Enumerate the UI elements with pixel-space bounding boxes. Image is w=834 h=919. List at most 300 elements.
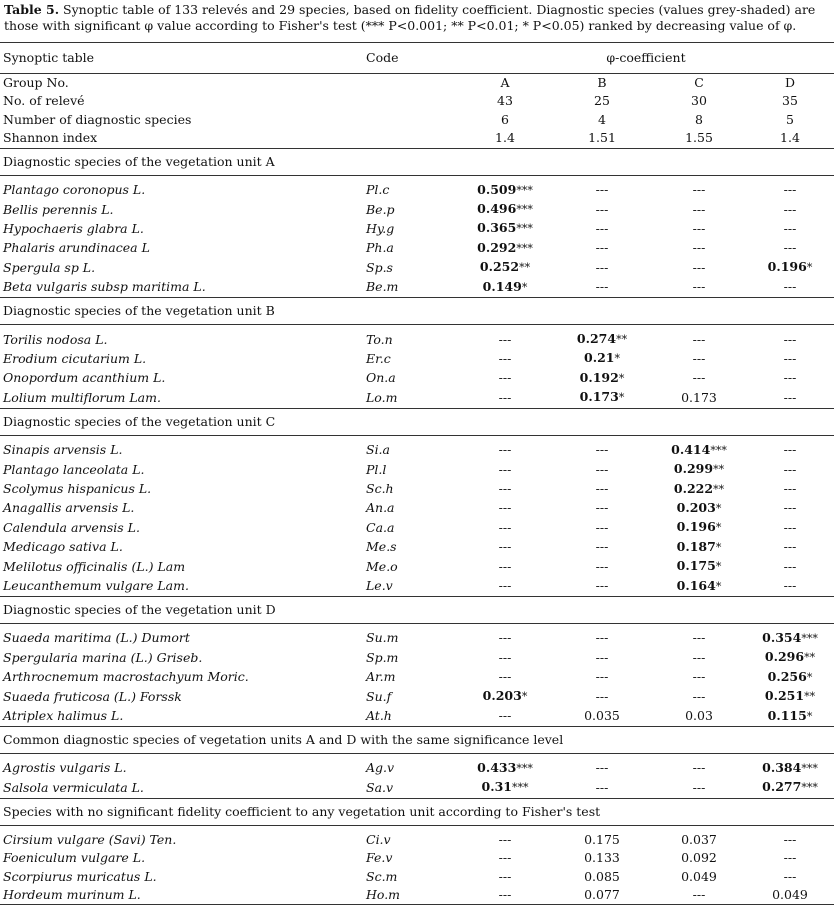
significant-value: 0.256 [767,668,807,684]
species-code: Sp.s [366,259,393,275]
species-code: Hy.g [366,220,395,236]
value-cell [458,349,552,368]
section-header-row [0,408,834,435]
value-cell [652,330,746,349]
value: --- [595,779,609,795]
value: --- [498,850,512,866]
significant-value: 0.251 [764,688,805,704]
value: 0.03 [685,708,713,724]
value-cell [458,687,552,706]
value-cell [652,687,746,706]
value: 0.133 [584,850,620,866]
significant-value: 0.115 [767,707,807,723]
value-cell [652,668,746,687]
significance-marker: * [806,670,813,684]
value: --- [692,240,706,256]
table-row [0,181,834,200]
meta-row [0,129,834,148]
table-row [0,349,834,368]
meta-label: Number of diagnostic species [3,111,192,127]
species-code: To.n [366,331,393,347]
species-name: Arthrocnemum macrostachyum Moric. [3,669,249,685]
table-row [0,668,834,687]
value-cell [652,557,746,576]
value: --- [783,578,797,594]
meta-value: 43 [497,93,513,109]
species-name: Hypochaeris glabra L. [3,220,144,236]
significance-marker: * [521,280,528,294]
value-cell [552,831,652,849]
value: --- [692,649,706,665]
value: --- [783,558,797,574]
value: --- [783,220,797,236]
significant-value: 0.203 [482,688,522,704]
value: --- [783,442,797,458]
significant-value: 0.296 [764,649,805,665]
header-code: Code [360,43,458,74]
value-cell [746,668,834,687]
species-name: Plantago coronopus L. [3,182,146,198]
value: --- [595,558,609,574]
value: 0.049 [772,887,808,902]
value-cell [458,707,552,727]
table-row [0,831,834,849]
value: --- [595,201,609,217]
value-cell [552,258,652,277]
value-cell [652,219,746,238]
value: --- [783,350,797,366]
value-cell [746,239,834,258]
species-code: Fe.v [366,850,393,866]
significant-value: 0.384 [762,759,802,775]
value-cell [458,518,552,537]
species-code: Ca.a [366,519,395,535]
value: --- [498,519,512,535]
significant-value: 0.164 [676,577,716,593]
value: --- [692,331,706,347]
value: --- [595,259,609,275]
value: --- [498,389,512,405]
significance-marker: * [618,371,625,385]
value: --- [595,649,609,665]
significance-marker: * [618,391,625,405]
significance-marker: * [521,690,528,704]
value: --- [692,760,706,776]
value-cell [652,369,746,388]
section-title: Common diagnostic species of vegetation units A and D with the same significance level [0,726,834,753]
value: 0.085 [584,868,620,884]
value: --- [498,868,512,884]
value-cell [746,518,834,537]
value: --- [595,630,609,646]
value-cell [458,831,552,849]
header-phi-coefficient: φ-coefficient [458,43,834,74]
value: --- [692,279,706,295]
species-name: Torilis nodosa L. [3,331,108,347]
section-title: Diagnostic species of the vegetation unit D [0,596,834,623]
value: --- [692,779,706,795]
value: 0.049 [681,868,717,884]
value-cell [552,499,652,518]
value-cell [652,349,746,368]
value-cell [458,538,552,557]
significant-value: 0.292 [477,239,517,255]
table-row [0,629,834,648]
section-header-row [0,596,834,623]
significant-value: 0.196 [767,259,807,275]
value: --- [783,240,797,256]
value: --- [595,578,609,594]
value-cell [652,181,746,200]
section-title: Diagnostic species of the vegetation unit A [0,148,834,175]
table-header-row [0,43,834,74]
value-cell [458,499,552,518]
species-name: Salsola vermiculata L. [3,779,144,795]
species-name: Atriplex halimus L. [3,708,124,724]
value-cell [458,460,552,479]
meta-value: 35 [782,93,798,109]
significant-value: 0.509 [477,181,517,197]
meta-value: 1.4 [780,130,800,146]
value-cell [458,480,552,499]
value-cell [458,577,552,597]
value: --- [692,688,706,704]
species-name: Leucanthemum vulgare Lam. [3,578,189,594]
species-name: Foeniculum vulgare L. [3,850,146,866]
value-cell [652,759,746,778]
meta-value: 1.55 [685,130,713,146]
species-code: At.h [366,708,392,724]
species-name: Agrostis vulgaris L. [3,760,127,776]
value: --- [692,370,706,386]
meta-value: 6 [501,111,509,127]
value-cell [552,460,652,479]
significance-marker: * [806,261,813,275]
value-cell [552,707,652,727]
species-code: Le.v [366,578,393,594]
species-code: Be.p [366,201,395,217]
value-cell [458,219,552,238]
meta-value: 8 [695,111,703,127]
value: --- [783,519,797,535]
species-name: Phalaris arundinacea L [3,240,150,256]
value: --- [783,201,797,217]
value: --- [783,182,797,198]
value-cell [458,886,552,905]
value-cell [458,330,552,349]
value-cell [652,258,746,277]
meta-code-empty [360,111,458,129]
table-row [0,707,834,727]
significant-value: 0.277 [762,779,802,795]
table-row [0,460,834,479]
value: --- [498,500,512,516]
value: --- [498,461,512,477]
value: --- [783,539,797,555]
significant-value: 0.299 [673,461,714,477]
value-cell [652,499,746,518]
species-name: Melilotus officinalis (L.) Lam [3,558,186,574]
value: --- [595,760,609,776]
value-cell [552,648,652,667]
table-row [0,648,834,667]
meta-label: No. of relevé [3,93,85,109]
value: --- [595,442,609,458]
significance-marker: *** [511,781,529,795]
significant-value: 0.274 [576,331,617,347]
value-cell [552,200,652,219]
species-code: Sa.v [366,779,394,795]
value: --- [498,350,512,366]
caption-label: Table 5. [4,2,60,17]
significance-marker: *** [801,631,818,645]
value-cell [458,759,552,778]
value-cell [552,330,652,349]
table-row [0,441,834,460]
value-cell [458,388,552,408]
value-cell [458,648,552,667]
value: --- [783,831,797,847]
value-cell [746,849,834,867]
value: --- [498,649,512,665]
value-cell [458,181,552,200]
species-code: Su.f [366,688,392,704]
species-name: Beta vulgaris subsp maritima L. [3,279,206,295]
value-cell [552,480,652,499]
value: --- [498,669,512,685]
value-cell [652,441,746,460]
value: --- [692,182,706,198]
section-header-row [0,298,834,325]
species-name: Bellis perennis L. [3,201,114,217]
value: --- [692,201,706,217]
species-name: Suaeda maritima (L.) Dumort [3,630,190,646]
species-code: Ar.m [366,669,396,685]
table-row [0,538,834,557]
meta-code-empty [360,92,458,110]
value: --- [783,389,797,405]
value: --- [783,868,797,884]
meta-label: Group No. [0,74,360,93]
value-cell [746,648,834,667]
value: --- [498,578,512,594]
significance-marker: ** [713,482,725,496]
value-cell [458,629,552,648]
significant-value: 0.203 [676,499,716,515]
value-cell [652,460,746,479]
value-cell [746,759,834,778]
table-caption [4,2,830,33]
value: 0.092 [681,850,717,866]
value: --- [498,442,512,458]
table-row [0,200,834,219]
significant-value: 0.31 [481,779,512,795]
meta-value: A [458,74,552,93]
value-cell [458,557,552,576]
value: 0.077 [584,887,620,902]
species-name: Sinapis arvensis L. [3,442,123,458]
value: --- [498,481,512,496]
section-header-row [0,726,834,753]
value: 0.037 [681,831,717,847]
significant-value: 0.496 [477,201,517,217]
significant-value: 0.192 [579,369,619,385]
meta-value: B [552,74,652,93]
value: --- [783,331,797,347]
value: --- [595,279,609,295]
value-cell [746,258,834,277]
value-cell [552,687,652,706]
species-name: Suaeda fruticosa (L.) Forssk [3,688,182,704]
significance-marker: *** [516,203,533,217]
value-cell [458,258,552,277]
value: --- [498,370,512,386]
table-row [0,849,834,867]
significant-value: 0.196 [676,519,716,535]
value-cell [746,200,834,219]
species-code: Ho.m [360,886,458,905]
meta-code-empty [360,129,458,148]
table-row [0,518,834,537]
species-name: Spergularia marina (L.) Griseb. [3,649,203,665]
value-cell [652,707,746,727]
species-name: Medicago sativa L. [3,539,123,555]
value-cell [652,886,746,905]
value: --- [692,350,706,366]
section-header-row [0,148,834,175]
value: --- [595,182,609,198]
meta-value: D [746,74,834,93]
species-code: On.a [366,370,396,386]
value: --- [595,688,609,704]
value: --- [498,831,512,847]
value-cell [458,778,552,798]
value: 0.173 [681,389,717,405]
value-cell [458,369,552,388]
significance-marker: *** [801,781,818,795]
value-cell [746,330,834,349]
species-code: Er.c [366,350,391,366]
meta-row [0,92,834,110]
species-code: Lo.m [366,389,398,405]
meta-code-empty [360,74,458,93]
value: 0.035 [584,708,620,724]
value-cell [746,831,834,849]
value: --- [595,539,609,555]
significance-marker: * [715,540,722,554]
caption-text: Synoptic table of 133 relevés and 29 species, based on fidelity coefficient. Diagnostic species (values grey-shaded) are those with significant φ value according to Fisher's test (*** P<0.001; ** P<0.01; * P<0.05) ranked by decreasing value of φ. [4,2,816,33]
value-cell [746,499,834,518]
value-cell [652,849,746,867]
significance-marker: ** [804,651,816,665]
species-name: Hordeum murinum L. [0,886,360,905]
species-code: Ci.v [366,831,391,847]
value-cell [552,759,652,778]
value-cell [552,668,652,687]
value-cell [458,849,552,867]
value-cell [552,278,652,298]
meta-value: C [652,74,746,93]
significance-marker: ** [713,463,725,477]
value-cell [746,778,834,798]
value: --- [692,887,706,902]
meta-value: 1.51 [588,130,616,146]
species-code: Su.m [366,630,399,646]
species-name: Cirsium vulgare (Savi) Ten. [3,831,177,847]
value-cell [458,278,552,298]
value-cell [552,849,652,867]
value: --- [498,708,512,724]
species-name: Calendula arvensis L. [3,519,140,535]
value-cell [746,707,834,727]
meta-row [0,111,834,129]
value-cell [458,441,552,460]
significance-marker: * [806,709,813,723]
meta-value: 30 [691,93,707,109]
value-cell [552,886,652,905]
value: --- [692,259,706,275]
value-cell [746,369,834,388]
significant-value: 0.354 [762,629,802,645]
table-row [0,886,834,905]
value-cell [652,629,746,648]
value: --- [595,500,609,516]
significant-value: 0.175 [676,558,716,574]
table-row [0,480,834,499]
value-cell [552,778,652,798]
value-cell [652,278,746,298]
value-cell [652,831,746,849]
table-row [0,219,834,238]
significance-marker: *** [710,443,727,457]
value: --- [498,558,512,574]
value-cell [552,557,652,576]
value-cell [652,778,746,798]
value-cell [746,278,834,298]
species-name: Erodium cicutarium L. [3,350,147,366]
value-cell [458,668,552,687]
value: --- [692,669,706,685]
value-cell [652,648,746,667]
species-name: Spergula sp L. [3,259,96,275]
significant-value: 0.252 [479,259,520,275]
significance-marker: * [715,521,722,535]
value-cell [746,181,834,200]
table-row [0,239,834,258]
significance-marker: * [614,352,620,366]
value-cell [746,868,834,886]
meta-value: 1.4 [495,130,515,146]
species-code: Sc.h [366,481,394,496]
significance-marker: ** [519,261,531,275]
value-cell [746,687,834,706]
value-cell [552,868,652,886]
value: --- [692,630,706,646]
table-row [0,759,834,778]
value-cell [458,200,552,219]
value: --- [692,220,706,236]
significance-marker: ** [804,690,816,704]
species-code: Sc.m [366,868,398,884]
value-cell [652,518,746,537]
value-cell [552,369,652,388]
species-code: An.a [366,500,395,516]
significance-marker: ** [616,333,628,347]
value-cell [746,388,834,408]
value-cell [458,239,552,258]
species-code: Me.o [366,558,398,574]
value-cell [652,480,746,499]
